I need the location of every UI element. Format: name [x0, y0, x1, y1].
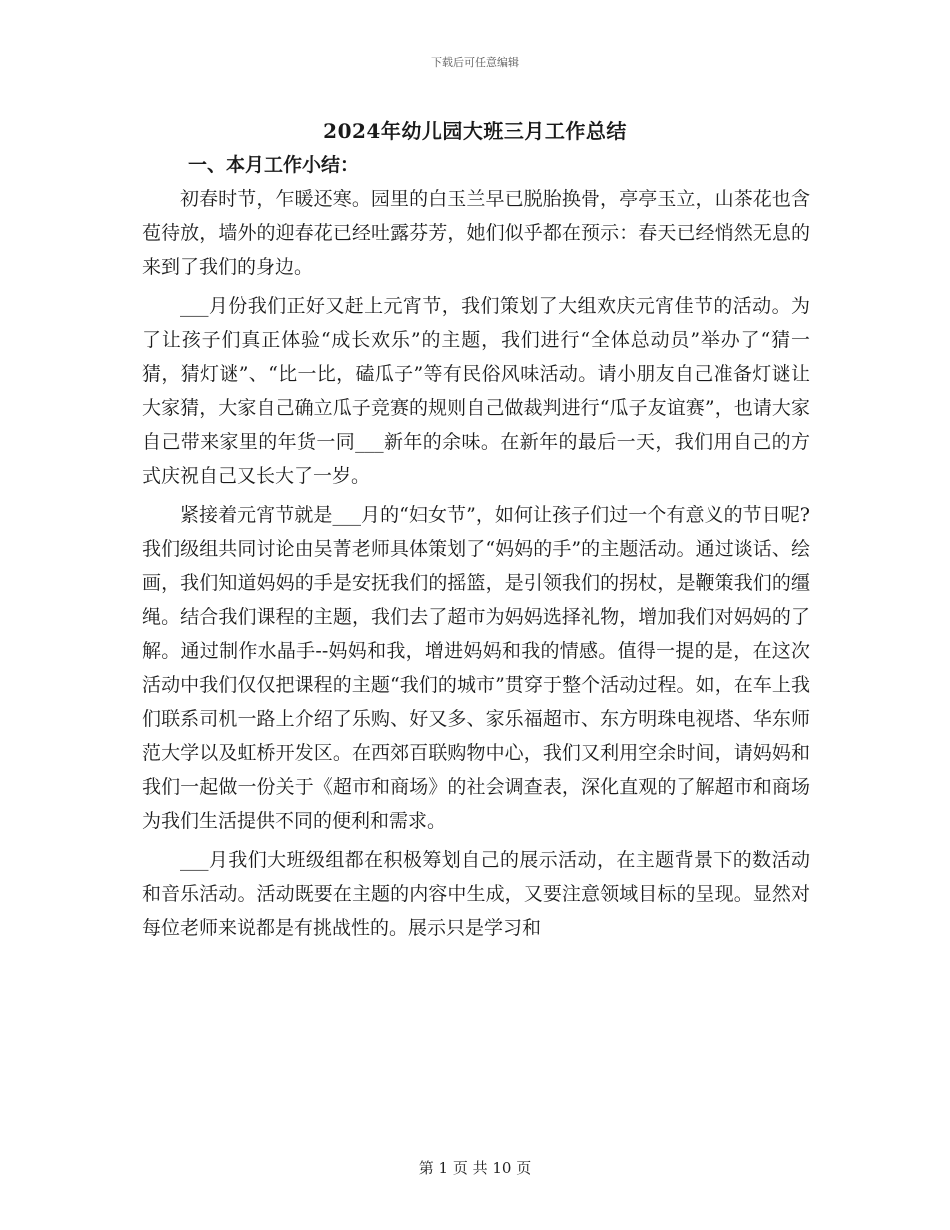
paragraph-2: ___月份我们正好又赶上元宵节，我们策划了大组欢庆元宵佳节的活动。为了让孩子们真正体验“成长欢乐”的主题，我们进行“全体总动员”举办了“猜一猜，猜灯谜”、“比一比，磕瓜子”等有民俗风味活动。请小朋友自己准备灯谜让大家猜，大家自己确立瓜子竞赛的规则自己做裁判进行“瓜子友谊赛”，也请大家自己带来家里的年货一同___新年的余味。在新年的最后一天，我们用自己的方式庆祝自己又长大了一岁。: [142, 295, 810, 487]
paragraph-1: 初春时节，乍暖还寒。园里的白玉兰早已脱胎换骨，亭亭玉立，山茶花也含苞待放，墙外的迎春花已经吐露芬芳，她们似乎都在预示：春天已经悄然无息的来到了我们的身边。: [142, 188, 810, 278]
paragraph-4: ___月我们大班级组都在积极筹划自己的展示活动，在主题背景下的数活动和音乐活动。活动既要在主题的内容中生成，又要注意领域目标的呈现。显然对每位老师来说都是有挑战性的。展示只是学习和: [142, 849, 810, 939]
document-body: [142, 182, 810, 950]
section-heading: 一、本月工作小结：: [188, 154, 360, 176]
paragraph-3: 紧接着元宵节就是___月的“妇女节”，如何让孩子们过一个有意义的节日呢?我们级组共同讨论由吴菁老师具体策划了“妈妈的手”的主题活动。通过谈话、绘画，我们知道妈妈的手是安抚我们的摇篮，是引领我们的拐杖，是鞭策我们的缰绳。结合我们课程的主题，我们去了超市为妈妈选择礼物，增加我们对妈妈的了解。通过制作水晶手--妈妈和我，增进妈妈和我的情感。值得一提的是，在这次活动中我们仅仅把课程的主题“我们的城市”贯穿于整个活动过程。如，在车上我们联系司机一路上介绍了乐购、好又多、家乐福超市、东方明珠电视塔、华东师范大学以及虹桥开发区。在西郊百联购物中心，我们又利用空余时间，请妈妈和我们一起做一份关于《超市和商场》的社会调查表，深化直观的了解超市和商场为我们生活提供不同的便利和需求。: [142, 504, 810, 832]
page-header-note: 下载后可任意编辑: [431, 56, 519, 69]
document-title: 2024年幼儿园大班三月工作总结: [323, 119, 627, 143]
page-number-footer: 第 1 页 共 10 页: [418, 1159, 532, 1177]
